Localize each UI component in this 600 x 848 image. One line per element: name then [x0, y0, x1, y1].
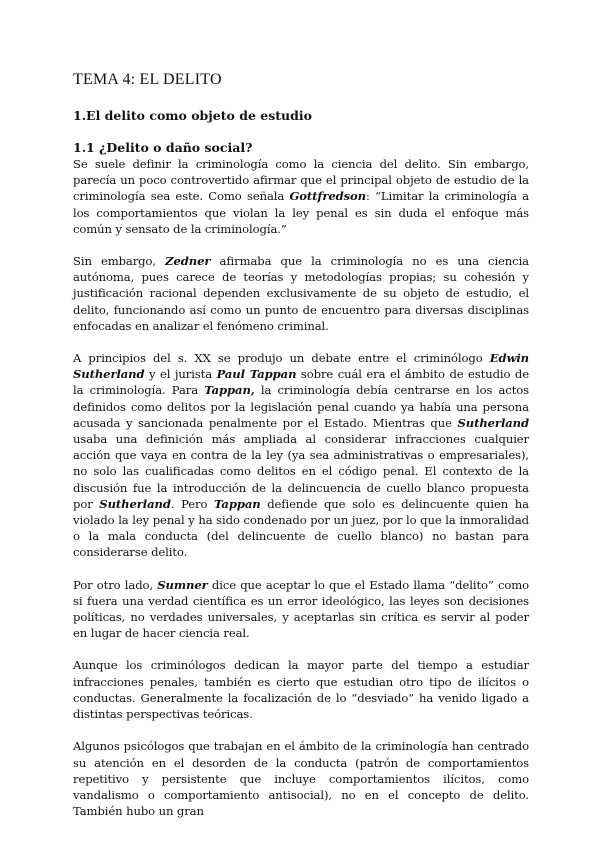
- subsection-heading: 1.1 ¿Delito o daño social?: [73, 140, 253, 155]
- document-page: [73, 70, 529, 835]
- author-name: Sutherland: [457, 415, 529, 430]
- section-heading: 1.El delito como objeto de estudio: [73, 108, 312, 123]
- chapter-title: TEMA 4: EL DELITO: [73, 71, 222, 88]
- author-name: Sutherland: [99, 496, 171, 511]
- text-run: Por otro lado,: [73, 577, 158, 592]
- text-run: . Pero: [170, 496, 214, 511]
- paragraph-4: [73, 577, 529, 642]
- text-run: afirmaba que la criminología no es una ciencia autónoma, pues carece de teorías y metodologías propias; su cohesión y justificación racional dependen exclusivamente de su objeto de estudio, el delito, funcionando así como un punto de encuentro para diversas disciplinas enfocadas en analizar el fenómeno criminal.: [73, 254, 529, 333]
- paragraph-2: [73, 253, 529, 334]
- paragraph-5: Aunque los criminólogos dedican la mayor parte del tiempo a estudiar infracciones penales, también es cierto que estudian otro tipo de ilícitos o conductas. Generalmente la focalización de lo “desviado” ha venido ligado a distintas perspectivas teóricas.: [73, 658, 529, 722]
- author-name: Zedner: [165, 254, 211, 269]
- text-run: : “Limitar la criminología a los comportamientos que violan la ley penal es sin duda el enfoque más común y sensato de la criminología.”: [73, 189, 529, 236]
- paragraph-3: [73, 350, 529, 561]
- text-run: Sin embargo,: [73, 254, 166, 269]
- text-run: y el jurista: [144, 367, 217, 382]
- author-name: Paul Tappan: [216, 367, 297, 382]
- author-name: Tappan: [213, 496, 261, 511]
- author-name: Edwin Sutherland: [73, 351, 529, 382]
- text-run: Se suele definir la criminología como la ciencia del delito. Sin embargo, parecía un poco controvertido afirmar que el principal objeto de estudio de la criminología sea este. Como señala: [73, 157, 529, 204]
- text-run: defiende que solo es delincuente quien ha violado la ley penal y ha sido condenado por un juez, por lo que la inmoralidad o la mala conducta (del delincuente de cuello blanco) no bastan para considerarse delito.: [73, 496, 529, 560]
- text-run: la criminología debía centrarse en los actos definidos como delitos por la legislación penal cuando ya había una persona acusada y sancionada penalmente por el Estado. Mientras que: [73, 383, 529, 430]
- text-run: sobre cuál era el ámbito de estudio de la criminología. Para: [73, 367, 530, 398]
- author-name: Gottfredson: [289, 189, 366, 204]
- paragraph-6: Algunos psicólogos que trabajan en el ámbito de la criminología han centrado su atención en el desorden de la conducta (patrón de comportamientos repetitivo y persistente que incluye comportamientos ilícitos, como vandalismo o comportamiento antisocial), no en el concepto de delito. También hubo un gran: [73, 739, 529, 819]
- author-name: Tappan,: [204, 383, 255, 398]
- text-run: dice que aceptar lo que el Estado llama “delito” como si fuera una verdad científica es un error ideológico, las leyes son decisiones políticas, no verdades universales, y aceptarlas sin crítica es servir al poder en lugar de hacer ciencia real.: [73, 577, 529, 641]
- author-name: Sumner: [157, 577, 208, 592]
- text-run: usaba una definición más ampliada al considerar infracciones cualquier acción que vaya en contra de la ley (ya sea administrativas o empresariales), no solo las cualificadas como delitos en el código penal. El contexto de la discusión fue la introducción de la delincuencia de cuello blanco propuesta por: [73, 432, 529, 511]
- paragraph-1: [73, 156, 529, 237]
- text-run: A principios del s. XX se produjo un debate entre el criminólogo: [73, 351, 490, 366]
